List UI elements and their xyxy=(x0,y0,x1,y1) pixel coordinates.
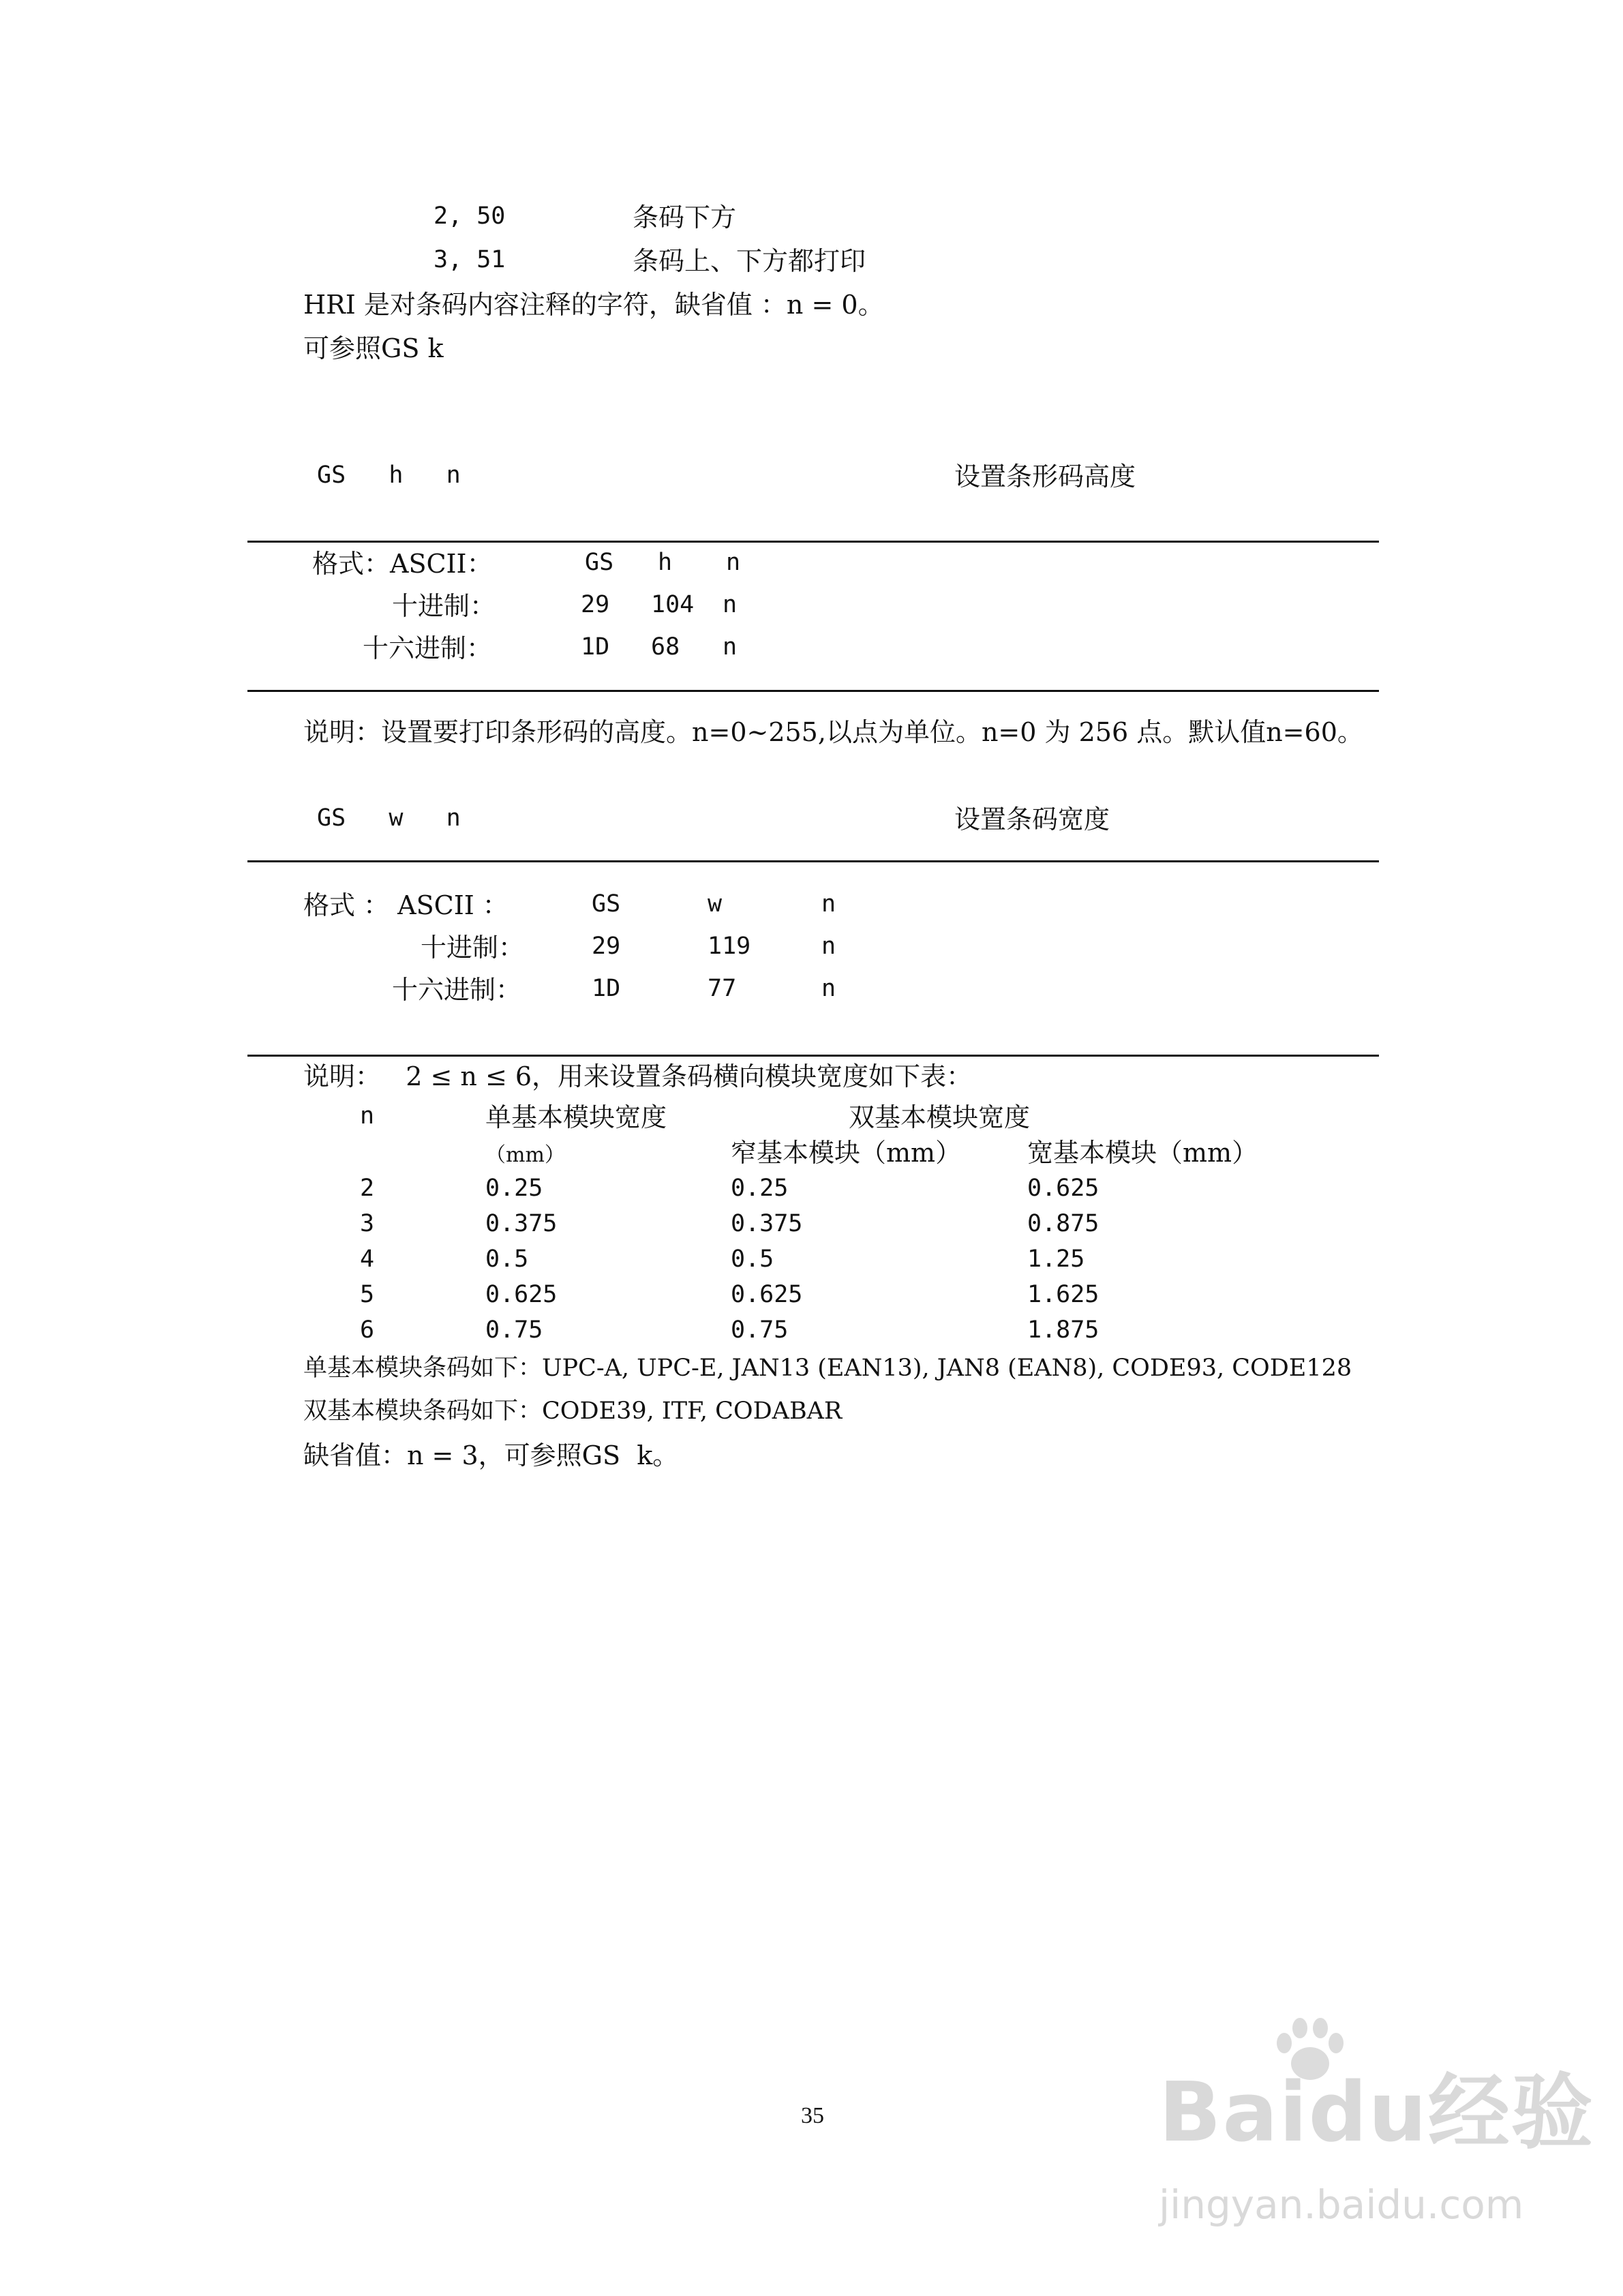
table-cell: 0.625 xyxy=(485,1281,558,1308)
table-header-single-unit: （mm） xyxy=(485,1143,565,1167)
gs-h-dec-val-3: n xyxy=(723,591,738,618)
gs-w-hex-val-1: 1D xyxy=(592,975,621,1002)
double-module-codes: 双基本模块条码如下：CODE39, ITF, CODABAR xyxy=(303,1398,843,1425)
gs-w-bottom-rule xyxy=(247,1055,1379,1057)
table-cell: 0.25 xyxy=(731,1175,789,1202)
table-cell: 5 xyxy=(360,1281,375,1308)
table-cell: 1.25 xyxy=(1027,1245,1085,1273)
gs-w-hex-val-3: n xyxy=(821,975,836,1002)
gs-w-dec-label: 十进制： xyxy=(421,933,525,963)
gs-w-top-rule xyxy=(247,860,1379,862)
gs-w-dec-val-1: 29 xyxy=(592,933,621,960)
table-cell: 0.25 xyxy=(485,1175,543,1202)
table-header-double: 双基本模块宽度 xyxy=(849,1102,1031,1132)
gs-h-ascii-val-2: h xyxy=(658,549,673,576)
watermark-logo: Baidu经验 xyxy=(1159,2066,1594,2160)
gs-h-bottom-rule xyxy=(247,690,1379,692)
default-value-note: 缺省值：n = 3，可参照GS k。 xyxy=(303,1440,679,1470)
hri-reference: 可参照GS k xyxy=(303,333,444,363)
gs-w-hex-label: 十六进制： xyxy=(392,975,522,1005)
gs-h-ascii-label: 格式：ASCII： xyxy=(312,549,493,579)
gs-h-title: 设置条形码高度 xyxy=(954,462,1136,492)
table-header-narrow: 窄基本模块（mm） xyxy=(731,1138,962,1168)
gs-w-dec-val-3: n xyxy=(821,933,836,960)
gs-w-command: GS w n xyxy=(317,804,461,832)
gs-w-ascii-val-1: GS xyxy=(592,890,621,918)
hri-option-3-value: 3, 51 xyxy=(434,246,506,273)
watermark-url: jingyan.baidu.com xyxy=(1159,2181,1524,2228)
table-cell: 0.75 xyxy=(485,1316,543,1344)
table-header-n: n xyxy=(360,1102,375,1130)
gs-h-ascii-val-3: n xyxy=(726,549,741,576)
gs-h-ascii-val-1: GS xyxy=(585,549,614,576)
gs-w-ascii-val-3: n xyxy=(821,890,836,918)
gs-h-hex-label: 十六进制： xyxy=(363,633,493,663)
hri-option-2-desc: 条码下方 xyxy=(633,202,737,232)
table-cell: 6 xyxy=(360,1316,375,1344)
gs-w-dec-val-2: 119 xyxy=(708,933,751,960)
gs-h-hex-val-3: n xyxy=(723,633,738,661)
table-cell: 0.375 xyxy=(731,1210,803,1237)
gs-w-ascii-label: 格式 ： ASCII ： xyxy=(303,890,509,920)
table-cell: 0.875 xyxy=(1027,1210,1099,1237)
hri-option-3-desc: 条码上、下方都打印 xyxy=(633,246,866,276)
gs-w-title: 设置条码宽度 xyxy=(954,804,1110,834)
gs-h-command: GS h n xyxy=(317,462,461,489)
table-cell: 0.75 xyxy=(731,1316,789,1344)
table-cell: 0.625 xyxy=(1027,1175,1099,1202)
gs-w-hex-val-2: 77 xyxy=(708,975,737,1002)
table-cell: 1.875 xyxy=(1027,1316,1099,1344)
table-header-wide: 宽基本模块（mm） xyxy=(1027,1138,1258,1168)
gs-w-ascii-val-2: w xyxy=(708,890,723,918)
table-cell: 0.5 xyxy=(731,1245,774,1273)
table-cell: 1.625 xyxy=(1027,1281,1099,1308)
table-cell: 2 xyxy=(360,1175,375,1202)
gs-h-dec-label: 十进制： xyxy=(392,591,496,621)
table-cell: 4 xyxy=(360,1245,375,1273)
table-cell: 0.375 xyxy=(485,1210,558,1237)
table-header-single: 单基本模块宽度 xyxy=(485,1102,667,1132)
hri-option-2-value: 2, 50 xyxy=(434,202,506,230)
gs-h-top-rule xyxy=(247,541,1379,543)
table-cell: 0.5 xyxy=(485,1245,529,1273)
table-cell: 0.625 xyxy=(731,1281,803,1308)
gs-w-description: 说明： 2 ≤ n ≤ 6，用来设置条码横向模块宽度如下表： xyxy=(303,1061,973,1091)
hri-note: HRI 是对条码内容注释的字符，缺省值 ：n = 0。 xyxy=(303,290,884,320)
table-cell: 3 xyxy=(360,1210,375,1237)
gs-h-description: 说明：设置要打印条形码的高度。n=0~255,以点为单位。n=0 为 256 点。默认值n=60。 xyxy=(303,717,1363,747)
single-module-codes: 单基本模块条码如下：UPC-A, UPC-E, JAN13 (EAN13), JAN8 (EAN8), CODE93, CODE128 xyxy=(303,1355,1352,1382)
gs-h-hex-val-2: 68 xyxy=(651,633,680,661)
gs-h-hex-val-1: 1D xyxy=(581,633,610,661)
page-number: 35 xyxy=(801,2103,824,2128)
gs-h-dec-val-1: 29 xyxy=(581,591,610,618)
gs-h-dec-val-2: 104 xyxy=(651,591,695,618)
